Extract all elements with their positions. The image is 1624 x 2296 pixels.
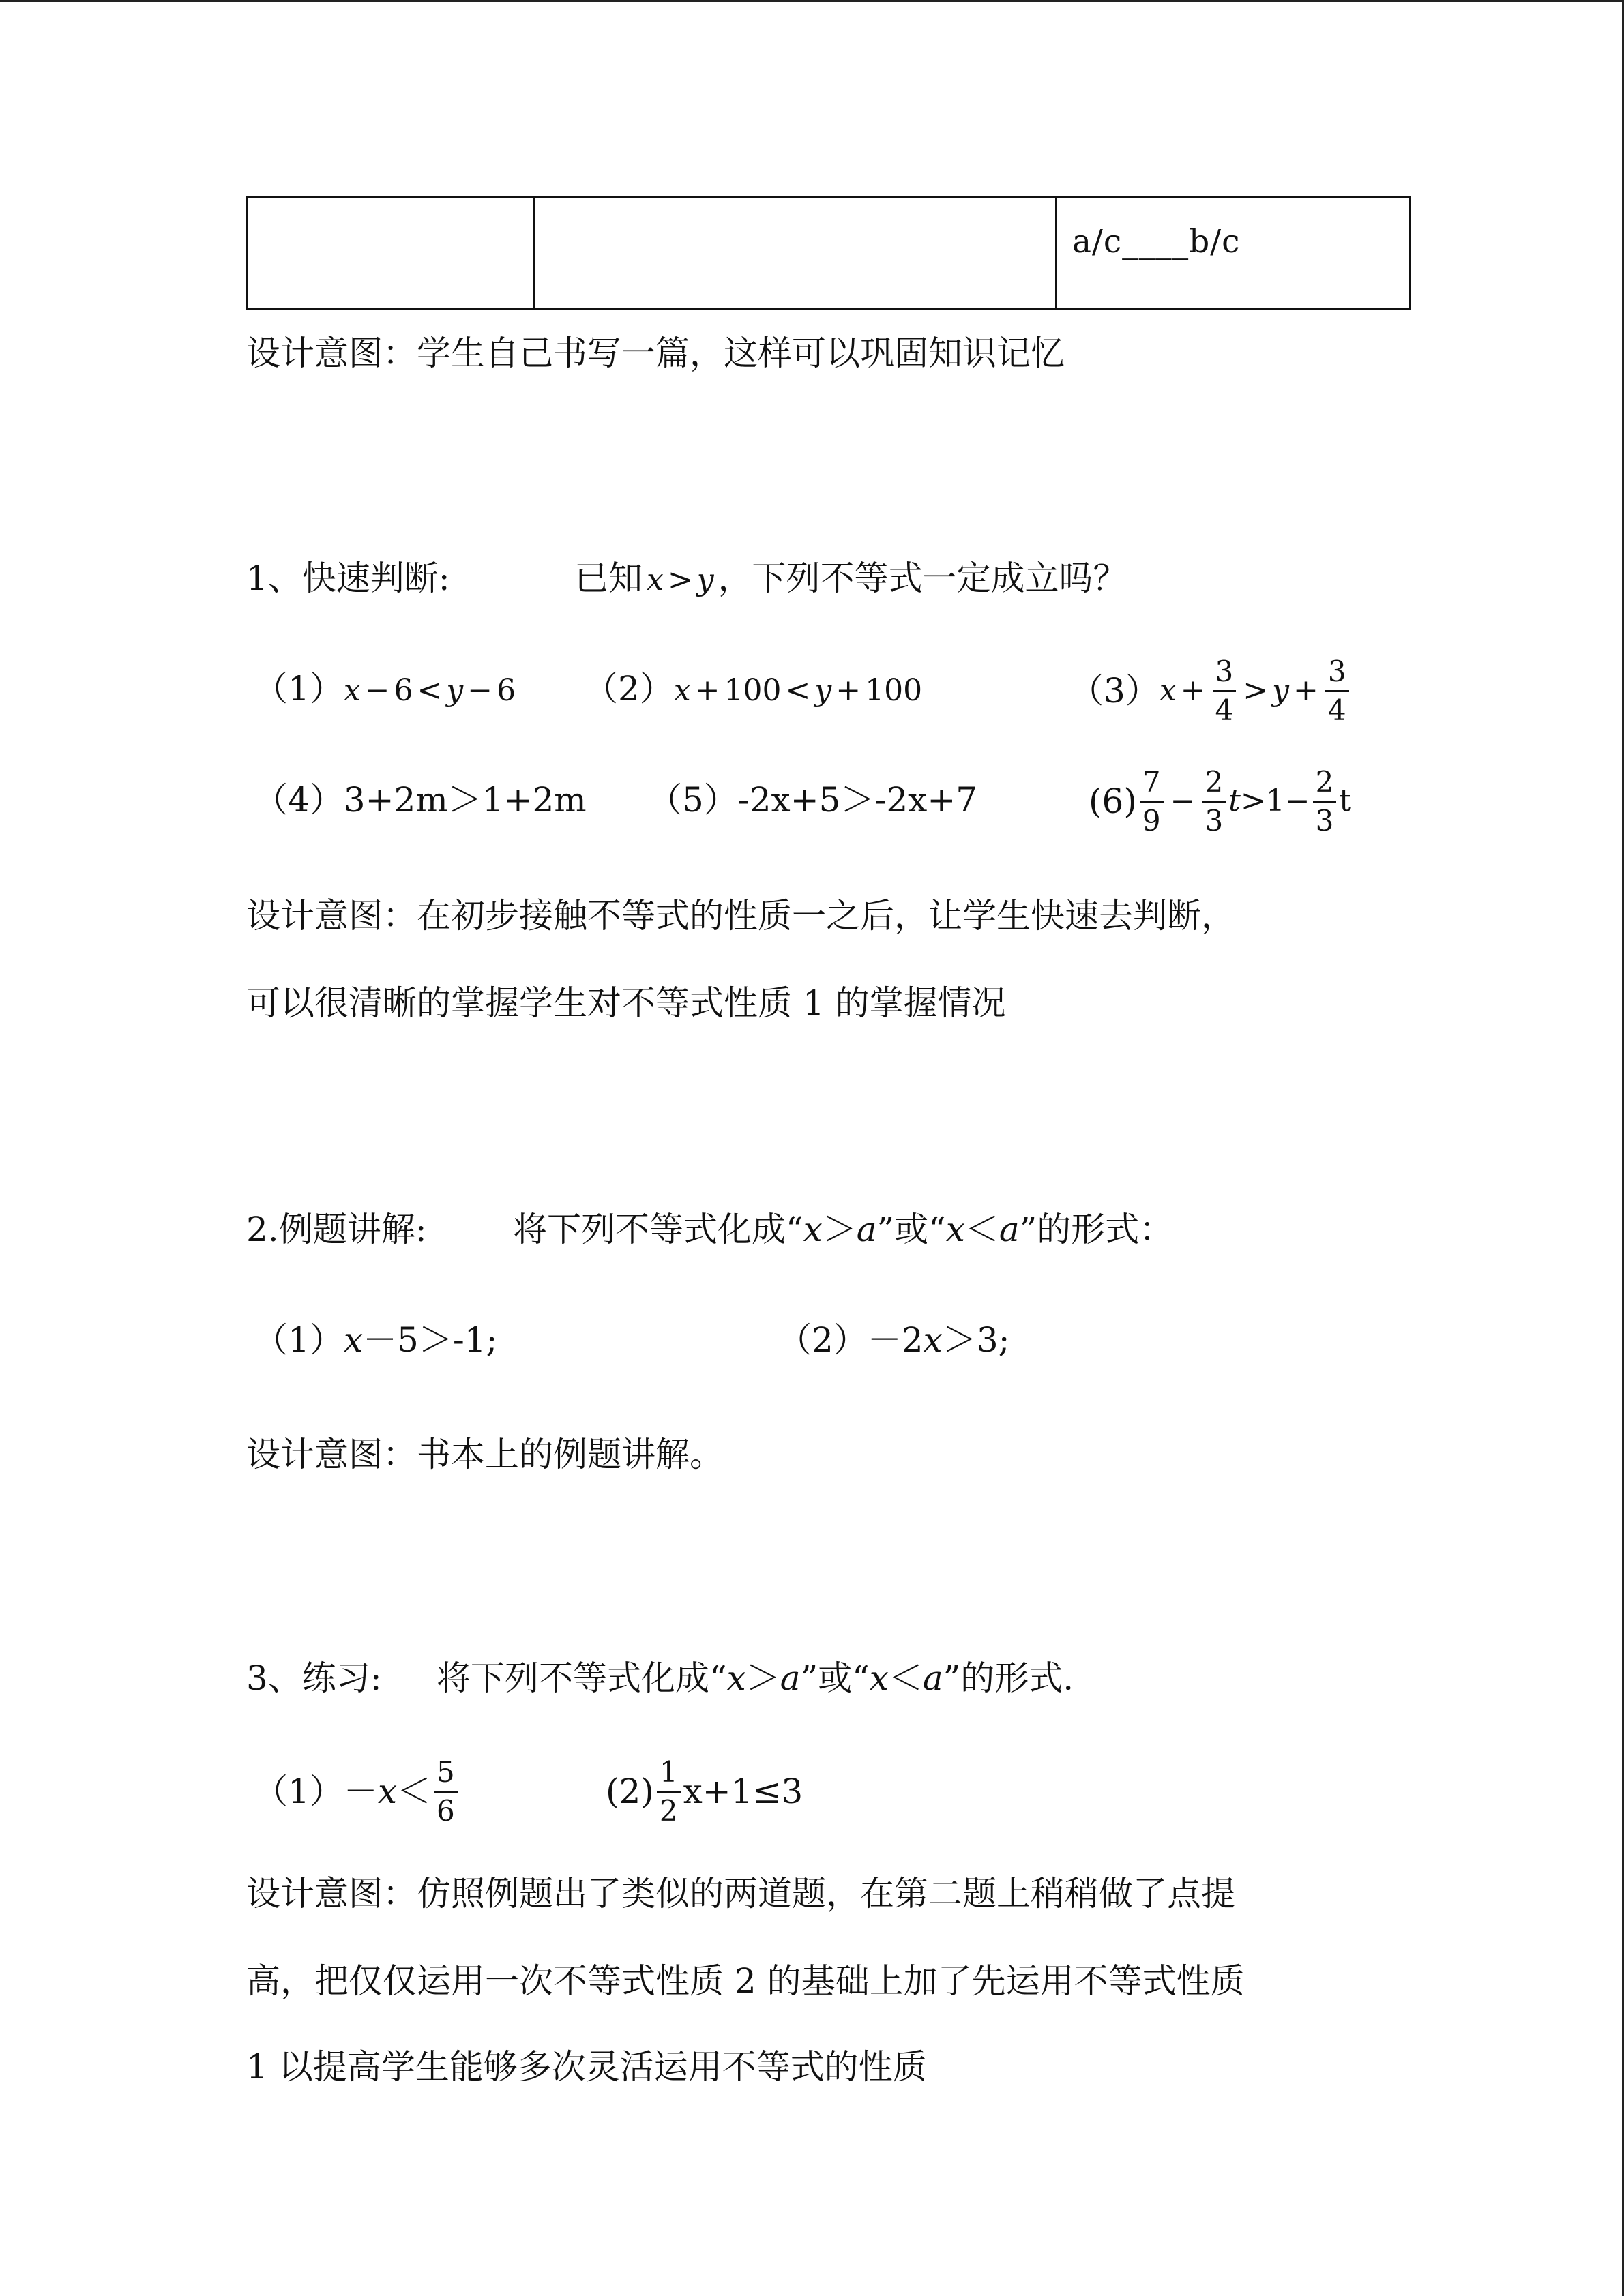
summary-table (246, 196, 1411, 310)
relation: < (417, 673, 443, 708)
q1-item-3 (1069, 653, 1352, 728)
q1-item-4 (254, 780, 587, 820)
item-label: （1） (254, 669, 344, 709)
fraction (657, 1755, 681, 1828)
relation: ＞ (822, 1210, 857, 1249)
design-intent-1-full (246, 333, 1065, 373)
design-intent-4-line-3 (246, 2047, 927, 2087)
q1-prompt-y: y (696, 563, 714, 597)
relation: >1− (1240, 784, 1310, 818)
intent-text: 设计意图：书本上的例题讲解。 (246, 1435, 724, 1474)
var-y: y (446, 673, 464, 708)
q1-prompt-x: x (647, 563, 664, 597)
numerator: 7 (1142, 764, 1161, 799)
operator: + (1180, 673, 1206, 708)
q3-heading-line (246, 1658, 382, 1698)
operator: − (1170, 784, 1196, 818)
item-label: （1） (254, 1320, 344, 1360)
fraction (1313, 764, 1337, 837)
design-intent-3 (246, 1437, 724, 1472)
var-x: x (945, 1210, 965, 1249)
q3-item-2 (606, 1754, 803, 1829)
q1-item-1 (254, 669, 516, 709)
design-intent-4-line-1 (246, 1874, 1235, 1913)
number: 6 (394, 673, 413, 708)
numerator: 3 (1215, 654, 1234, 688)
var-x: x (343, 1320, 364, 1360)
q2-item-2 (778, 1320, 1010, 1360)
var-a: a (999, 1210, 1020, 1249)
q3-prompt (437, 1658, 1074, 1698)
q2-prompt (513, 1212, 1173, 1247)
denominator: 3 (1315, 803, 1334, 837)
operator: − (467, 673, 493, 708)
q1-heading: 1、快速判断: (246, 558, 450, 598)
intent-text: 可以很清晰的掌握学生对不等式性质 1 的掌握情况 (246, 983, 1006, 1023)
relation: ＜ (397, 1772, 432, 1811)
item-text: （4）3+2m＞1+2m (254, 780, 587, 820)
numerator: 5 (437, 1755, 455, 1789)
item-label: (2) (606, 1772, 654, 1811)
q1-prompt-pre: 已知 (574, 558, 643, 598)
item-label: （2） (584, 669, 674, 709)
denominator: 2 (659, 1793, 678, 1828)
item-text: －5＞-1; (363, 1320, 498, 1360)
item-text: ＞3; (942, 1320, 1010, 1360)
q1-heading-line (246, 558, 450, 598)
var-y: y (1272, 673, 1289, 708)
intent-text: 学生自己书写一篇，这样可以巩固知识记忆 (417, 333, 1065, 373)
prompt-text: 将下列不等式化成“ (437, 1658, 727, 1698)
operator: − (364, 673, 390, 708)
var-t: t (1339, 784, 1352, 818)
item-text: （5）-2x+5＞-2x+7 (648, 780, 978, 820)
q2-heading: 2.例题讲解: (246, 1210, 427, 1249)
prompt-text: ”的形式： (1019, 1210, 1174, 1249)
q1-item-5 (648, 780, 978, 820)
var-a: a (922, 1658, 943, 1698)
prompt-text: ”的形式. (943, 1658, 1074, 1698)
fraction (434, 1755, 458, 1828)
q1-prompt-post: ，下列不等式一定成立吗？ (718, 558, 1127, 598)
operator: + (1293, 673, 1318, 708)
denominator: 6 (437, 1793, 455, 1828)
table-cell-blank: a/c____b/c (1057, 198, 1411, 310)
var-x: x (343, 673, 361, 708)
var-y: y (814, 673, 832, 708)
number: 100 (865, 673, 923, 708)
var-a: a (856, 1210, 877, 1249)
q2-heading-line (246, 1212, 427, 1247)
q1-item-2 (584, 669, 923, 709)
item-label: （1）－ (254, 1772, 378, 1811)
numerator: 1 (659, 1755, 678, 1789)
relation: > (1243, 673, 1269, 708)
table-row (248, 198, 1411, 310)
numerator: 3 (1327, 654, 1346, 688)
fraction (1325, 654, 1349, 727)
item-text: x+1≤3 (683, 1772, 803, 1811)
q1-prompt (574, 558, 1127, 598)
relation: ＜ (888, 1658, 923, 1698)
intent-text: 设计意图：在初步接触不等式的性质一之后，让学生快速去判断， (246, 896, 1235, 936)
q3-heading: 3、练习: (246, 1658, 382, 1698)
var-t: t (1228, 784, 1241, 818)
design-intent-2-line-1 (246, 896, 1235, 936)
table-cell (248, 198, 534, 310)
q1-item-6 (1089, 764, 1351, 839)
fraction (1140, 764, 1164, 837)
intent-text: 1 以提高学生能够多次灵活运用不等式的性质 (246, 2047, 927, 2087)
prompt-text: 将下列不等式化成“ (513, 1210, 803, 1249)
design-intent-4-line-2 (246, 1961, 1245, 2001)
q3-item-1 (254, 1754, 460, 1829)
relation: < (785, 673, 811, 708)
prompt-text: ”或“ (800, 1658, 870, 1698)
operator: + (694, 673, 720, 708)
number: 6 (497, 673, 516, 708)
item-label: （2）－2 (778, 1320, 924, 1360)
page-border-top (0, 0, 1624, 2)
var-x: x (726, 1658, 746, 1698)
denominator: 4 (1215, 693, 1234, 727)
var-x: x (923, 1320, 943, 1360)
denominator: 4 (1327, 693, 1346, 727)
numerator: 2 (1315, 764, 1334, 799)
intent-text: 高，把仅仅运用一次不等式性质 2 的基础上加了先运用不等式性质 (246, 1961, 1245, 2001)
intent-label: 设计意图： (246, 333, 417, 373)
item-label: (6) (1089, 781, 1137, 821)
numerator: 2 (1205, 764, 1224, 799)
var-a: a (780, 1658, 801, 1698)
operator: + (836, 673, 861, 708)
var-x: x (673, 673, 691, 708)
var-x: x (377, 1772, 398, 1811)
relation: ＜ (964, 1210, 999, 1249)
item-label: （3） (1069, 671, 1160, 711)
relation: ＞ (745, 1658, 780, 1698)
denominator: 3 (1205, 803, 1224, 837)
var-x: x (1159, 673, 1177, 708)
fraction (1202, 764, 1226, 837)
table-cell (534, 198, 1057, 310)
prompt-text: ”或“ (876, 1210, 946, 1249)
denominator: 9 (1142, 803, 1161, 837)
fraction (1213, 654, 1237, 727)
intent-text: 设计意图：仿照例题出了类似的两道题，在第二题上稍稍做了点提 (246, 1874, 1235, 1913)
var-x: x (869, 1658, 889, 1698)
q1-prompt-gt: > (667, 563, 693, 597)
design-intent-2-line-2 (246, 983, 1006, 1023)
number: 100 (724, 673, 782, 708)
var-x: x (803, 1210, 823, 1249)
q2-item-1 (254, 1320, 498, 1360)
